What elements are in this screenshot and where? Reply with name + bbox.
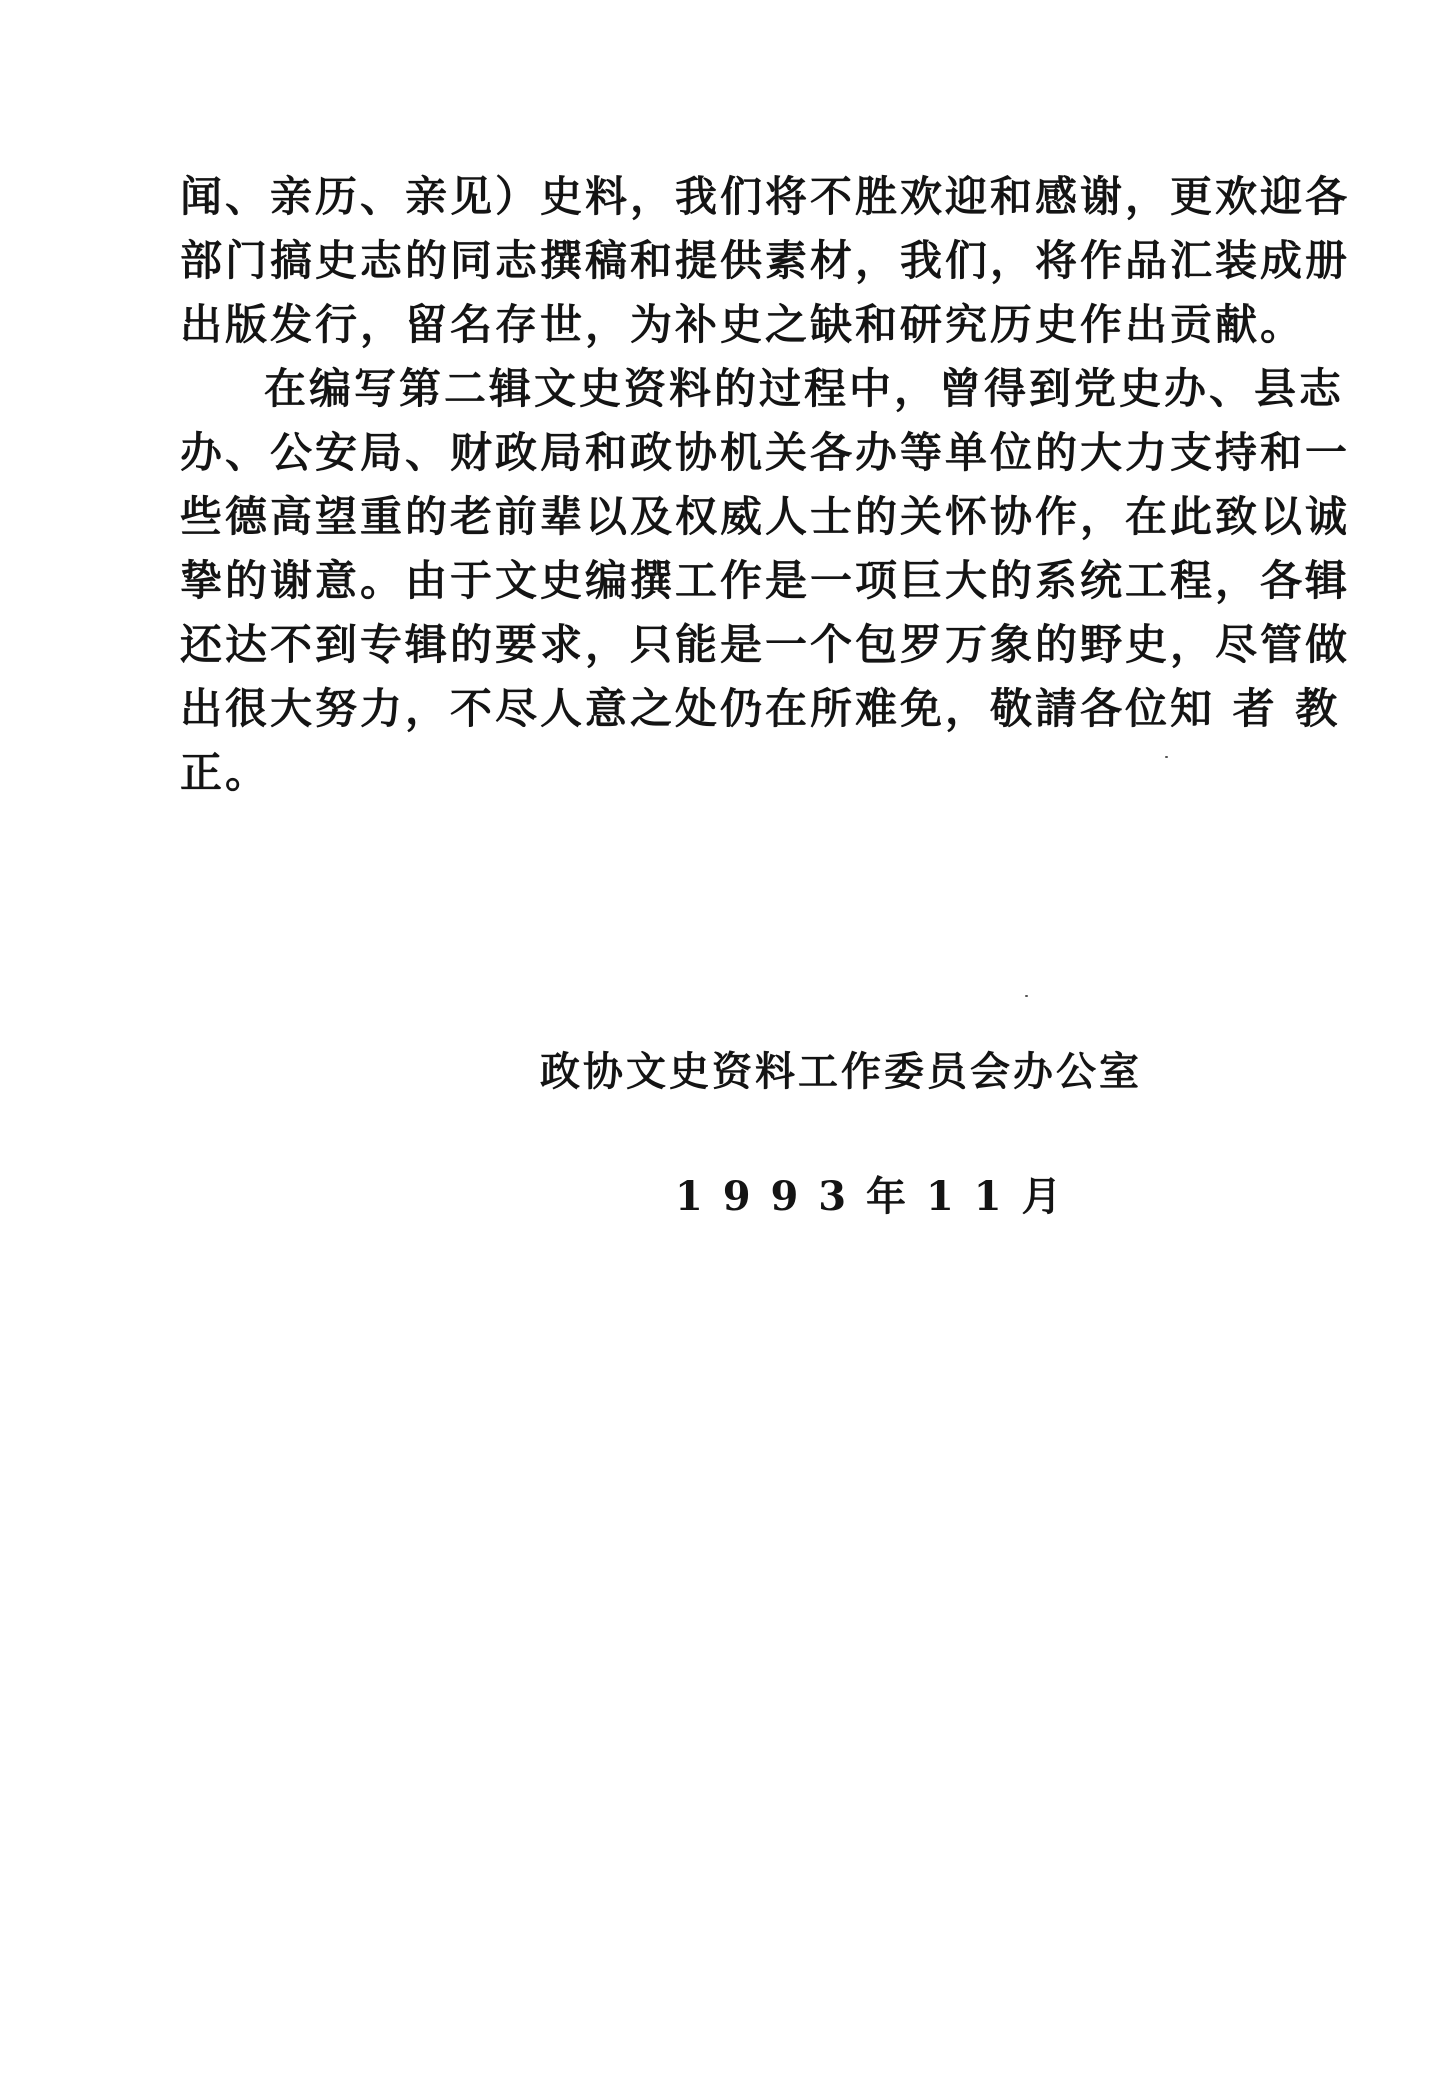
- scan-speck: [1025, 995, 1028, 997]
- body-text: [180, 165, 1351, 805]
- text-line: 出版发行，留名存世，为补史之缺和研究历史作出贡献。: [180, 300, 1306, 349]
- scan-speck: [1165, 756, 1168, 758]
- text-line: 挚的谢意。由于文史编撰工作是一项巨大的系统工程，各辑: [180, 556, 1351, 605]
- text-line: 还达不到专辑的要求，只能是一个包罗万象的野史，尽管做: [180, 620, 1351, 669]
- text-line: 办、公安局、财政局和政协机关各办等单位的大力支持和一: [180, 428, 1351, 477]
- text-line: 些德高望重的老前辈以及权威人士的关怀协作，在此致以诚: [180, 492, 1351, 541]
- text-line: 正。: [180, 748, 271, 797]
- text-line: 闻、亲历、亲见）史料，我们将不胜欢迎和感谢，更欢迎各: [180, 172, 1351, 221]
- signature-date: 1 9 9 3 年 1 1 月: [675, 1173, 1065, 1220]
- text-line-paragraph-start: 在编写第二辑文史资料的过程中，曾得到党史办、县志: [264, 364, 1345, 413]
- text-line: 出很大努力，不尽人意之处仍在所难免，敬請各位知 者 教: [180, 684, 1341, 733]
- text-line: 部门搞史志的同志撰稿和提供素材，我们，将作品汇装成册: [180, 236, 1351, 285]
- signature-organization: 政协文史资料工作委员会办公室: [540, 1048, 1142, 1095]
